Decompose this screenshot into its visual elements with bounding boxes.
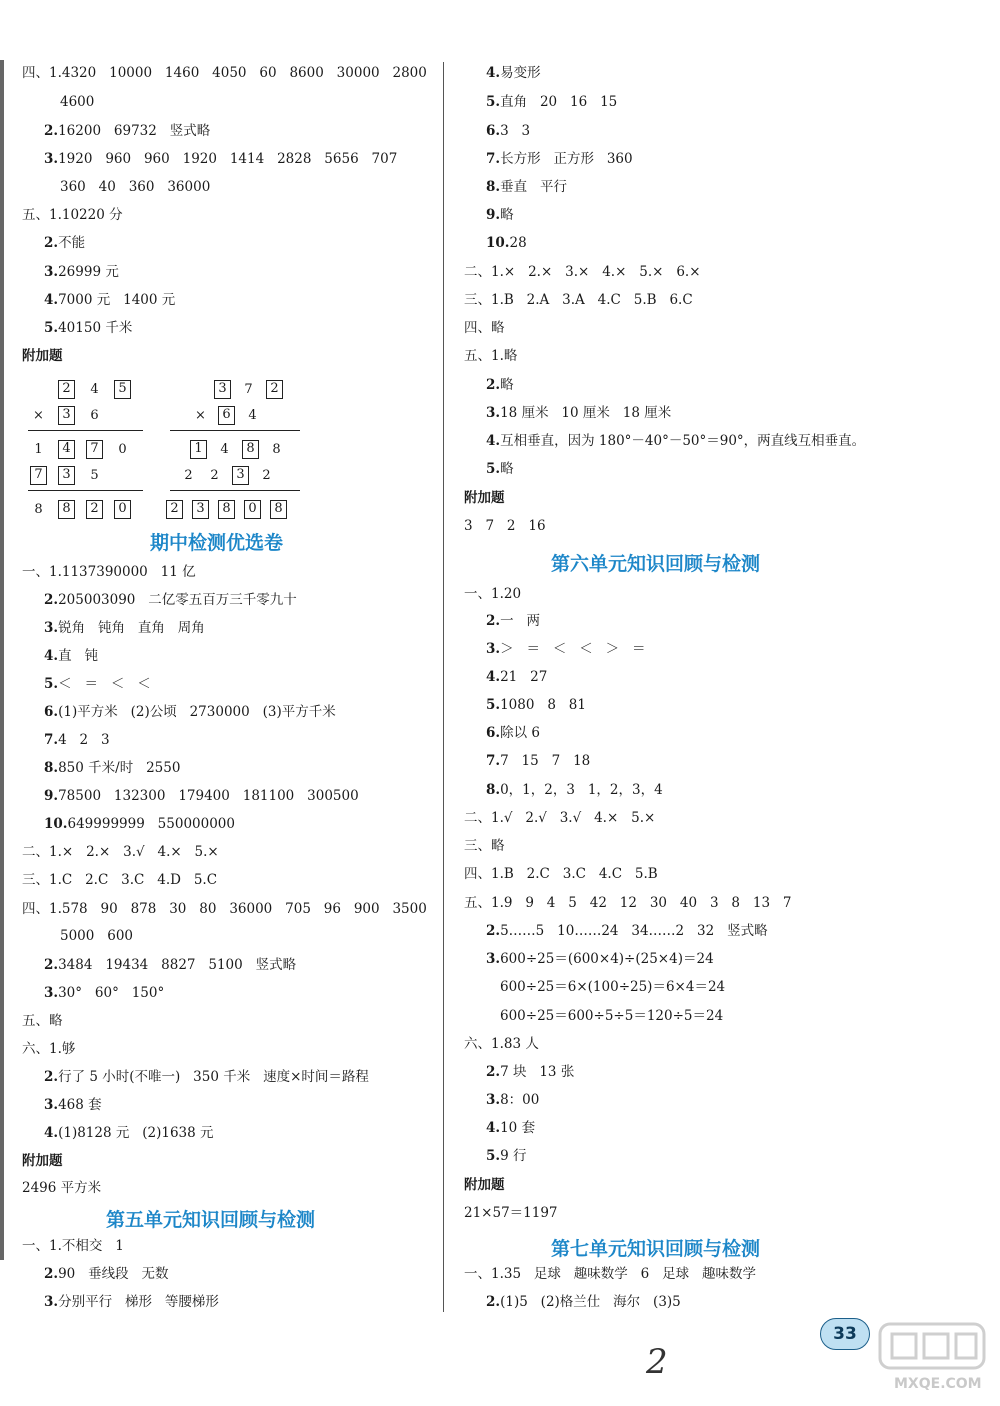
- answer-text: 六、1.83 人: [464, 1036, 539, 1052]
- answer-line: [486, 403, 671, 423]
- item-number: 5.: [486, 697, 501, 713]
- answer-text: 一、1.1137390000 11 亿: [22, 564, 196, 580]
- answer-text: 21×57＝1197: [464, 1205, 558, 1221]
- answer-text: 3 7 2 16: [464, 518, 546, 534]
- answer-text: 易变形: [500, 65, 541, 81]
- item-number: 2.: [44, 123, 59, 139]
- answer-text: 分别平行 梯形 等腰梯形: [58, 1294, 219, 1310]
- puzzle-digit: 4: [90, 382, 99, 397]
- item-number: 6.: [486, 123, 501, 139]
- puzzle-digit-box: 3: [192, 500, 209, 519]
- answer-text: 40150 千米: [58, 320, 133, 336]
- puzzle-digit: 2: [210, 468, 219, 483]
- puzzle-rule: [28, 430, 143, 431]
- answer-text: 五、1.9 9 4 5 42 12 30 40 3 8 13 7: [464, 895, 792, 911]
- puzzle-digit-box: 1: [190, 440, 207, 459]
- item-number: 2.: [486, 923, 501, 939]
- answer-text: 直角 20 16 15: [500, 94, 618, 110]
- puzzle-digit-box: 4: [58, 440, 75, 459]
- answer-line: [486, 1062, 574, 1082]
- answer-text: 一 两: [500, 613, 540, 629]
- item-number: 附加题: [22, 1153, 63, 1169]
- answer-line: [464, 488, 505, 508]
- heading-midterm: 期中检测优选卷: [150, 532, 284, 554]
- answer-line: [22, 1011, 63, 1031]
- answer-line: [44, 262, 119, 282]
- answer-line: [464, 1264, 756, 1284]
- answer-text: 16200 69732 竖式略: [58, 123, 211, 139]
- puzzle-digit-box: 3: [58, 466, 75, 485]
- answer-line: [464, 1203, 558, 1223]
- puzzle-digit: ×: [195, 408, 206, 423]
- puzzle-digit: 2: [262, 468, 271, 483]
- puzzle-digit-box: 7: [86, 440, 103, 459]
- answer-line: [486, 723, 540, 743]
- item-number: 2.: [44, 957, 59, 973]
- item-number: 3.: [44, 264, 59, 280]
- item-number: 8.: [44, 760, 59, 776]
- answer-line: [22, 346, 63, 366]
- answer-line: [486, 921, 768, 941]
- answer-line: [44, 955, 296, 975]
- item-number: 5.: [44, 320, 59, 336]
- answer-line: [464, 318, 505, 338]
- item-number: 4.: [44, 648, 59, 664]
- answer-text: 略: [500, 377, 514, 393]
- answer-line: [44, 233, 85, 253]
- answer-text: 468 套: [58, 1097, 102, 1113]
- heading-unit5: 第五单元知识回顾与检测: [106, 1209, 316, 1231]
- answer-text: 28: [509, 235, 527, 251]
- answer-text: ＞ ＝ ＜ ＜ ＞ ＝: [500, 641, 646, 657]
- answer-text: 五、1.10220 分: [22, 207, 123, 223]
- answer-line: [486, 1090, 539, 1110]
- answer-text: 7000 元 1400 元: [58, 292, 176, 308]
- item-number: 9.: [486, 207, 501, 223]
- answer-text: 二、1.× 2.× 3.× 4.× 5.× 6.×: [464, 264, 701, 280]
- answer-text: 600÷25＝(600×4)÷(25×4)＝24: [500, 951, 714, 967]
- puzzle-digit: 8: [272, 442, 281, 457]
- item-number: 7.: [486, 151, 501, 167]
- puzzle-rule: [28, 490, 143, 491]
- answer-line: [22, 562, 196, 582]
- item-number: 10.: [486, 235, 510, 251]
- answer-line: [486, 177, 567, 197]
- item-number: 7.: [486, 753, 501, 769]
- answer-text: 4 2 3: [58, 732, 110, 748]
- puzzle-rule: [170, 430, 300, 431]
- puzzle-digit-box: 7: [30, 466, 47, 485]
- puzzle-digit: ×: [33, 408, 44, 423]
- answer-line: [486, 92, 617, 112]
- puzzle-rule: [170, 490, 300, 491]
- answer-text: 0，1，2，3 1，2，3，4: [500, 782, 663, 798]
- answer-line: [464, 893, 792, 913]
- item-number: 5.: [486, 1148, 501, 1164]
- answer-text: 略: [500, 461, 514, 477]
- answer-line: [60, 177, 210, 197]
- item-number: 3.: [486, 641, 501, 657]
- answer-text: 21 27: [500, 669, 548, 685]
- item-number: 2.: [486, 1064, 501, 1080]
- item-number: 2.: [486, 1294, 501, 1310]
- item-number: 3.: [486, 1092, 501, 1108]
- answer-line: [60, 926, 133, 946]
- answer-text: 三、1.C 2.C 3.C 4.D 5.C: [22, 872, 218, 888]
- answer-text: 205003090 二亿零五百万三千零九十: [58, 592, 297, 608]
- puzzle-digit-box: 8: [242, 440, 259, 459]
- item-number: 3.: [44, 620, 59, 636]
- answer-line: [44, 121, 210, 141]
- item-number: 3.: [44, 151, 59, 167]
- item-number: 5.: [486, 94, 501, 110]
- answer-line: [500, 977, 725, 997]
- answer-text: 3484 19434 8827 5100 竖式略: [58, 957, 297, 973]
- answer-text: 10 套: [500, 1120, 536, 1136]
- item-number: 3.: [486, 405, 501, 421]
- answer-line: [464, 584, 521, 604]
- puzzle-digit-box: 3: [232, 466, 249, 485]
- puzzle-digit-box: 3: [58, 406, 75, 425]
- answer-line: [22, 1236, 124, 1256]
- answer-text: 二、1.√ 2.√ 3.√ 4.× 5.×: [464, 810, 656, 826]
- puzzle-digit-box: 3: [214, 380, 231, 399]
- answer-line: [486, 375, 514, 395]
- answer-text: 8：00: [500, 1092, 540, 1108]
- answer-line: [22, 63, 427, 83]
- answer-line: [486, 63, 541, 83]
- answer-text: 一、1.20: [464, 586, 522, 602]
- answer-line: [44, 983, 164, 1003]
- answer-text: 四、1.578 90 878 30 80 36000 705 96 900 3500: [22, 901, 427, 917]
- answer-text: 直 钝: [58, 648, 98, 664]
- answer-text: 7 块 13 张: [500, 1064, 575, 1080]
- answer-line: [22, 1178, 101, 1198]
- answer-line: [44, 1095, 102, 1115]
- puzzle-digit: 0: [118, 442, 127, 457]
- answer-line: [464, 836, 505, 856]
- item-number: 附加题: [464, 490, 505, 506]
- answer-text: 五、1.略: [464, 348, 518, 364]
- answer-line: [486, 431, 865, 451]
- answer-text: 行了 5 小时(不唯一) 350 千米 速度×时间＝路程: [58, 1069, 369, 1085]
- item-number: 8.: [486, 782, 501, 798]
- item-number: 2.: [44, 1069, 59, 1085]
- answer-text: 18 厘米 10 厘米 18 厘米: [500, 405, 672, 421]
- puzzle-digit-box: 2: [166, 500, 183, 519]
- puzzle-digit-box: 8: [58, 500, 75, 519]
- item-number: 7.: [44, 732, 59, 748]
- item-number: 2.: [44, 235, 59, 251]
- item-number: 8.: [486, 179, 501, 195]
- answer-text: 锐角 钝角 直角 周角: [58, 620, 205, 636]
- answer-line: [22, 1039, 75, 1059]
- puzzle-digit-box: 2: [58, 380, 75, 399]
- answer-line: [44, 618, 205, 638]
- watermark-logo: [872, 1318, 992, 1398]
- column-divider: [443, 62, 444, 1312]
- item-number: 2.: [44, 592, 59, 608]
- answer-line: [44, 290, 175, 310]
- answer-text: (1)平方米 (2)公顷 2730000 (3)平方千米: [58, 704, 336, 720]
- answer-line: [464, 1175, 505, 1195]
- answer-text: 90 垂线段 无数: [58, 1266, 169, 1282]
- item-number: 3.: [44, 1097, 59, 1113]
- puzzle-digit: 2: [184, 468, 193, 483]
- answer-text: 1080 8 81: [500, 697, 586, 713]
- answer-text: 7 15 7 18: [500, 753, 591, 769]
- answer-text: 30° 60° 150°: [58, 985, 165, 1001]
- answer-text: 四、1.B 2.C 3.C 4.C 5.B: [464, 866, 658, 882]
- puzzle-digit: 7: [244, 382, 253, 397]
- answer-text: (1)5 (2)格兰仕 海尔 (3)5: [500, 1294, 681, 1310]
- answer-text: 649999999 550000000: [67, 816, 235, 832]
- puzzle-digit: 6: [90, 408, 99, 423]
- answer-line: [464, 808, 655, 828]
- answer-line: [22, 205, 123, 225]
- answer-line: [486, 695, 586, 715]
- answer-text: 不能: [58, 235, 86, 251]
- answer-text: 三、1.B 2.A 3.A 4.C 5.B 6.C: [464, 292, 693, 308]
- answer-text: 26999 元: [58, 264, 119, 280]
- answer-line: [44, 814, 235, 834]
- answer-line: [44, 730, 110, 750]
- answer-text: (1)8128 元 (2)1638 元: [58, 1125, 214, 1141]
- answer-line: [486, 780, 663, 800]
- item-number: 9.: [44, 788, 59, 804]
- answer-text: ＜ ＝ ＜ ＜: [58, 676, 151, 692]
- handwritten-mark: 2: [646, 1342, 668, 1382]
- answer-line: [486, 751, 590, 771]
- item-number: 6.: [486, 725, 501, 741]
- watermark-text: MXQE.COM: [894, 1376, 982, 1392]
- puzzle-digit: 8: [34, 502, 43, 517]
- answer-line: [486, 1146, 526, 1166]
- answer-line: [500, 1006, 723, 1026]
- puzzle-digit-box: 6: [218, 406, 235, 425]
- answer-line: [464, 346, 517, 366]
- left-column: [0, 0, 440, 1406]
- answer-line: [486, 639, 645, 659]
- answer-text: 78500 132300 179400 181100 300500: [58, 788, 359, 804]
- item-number: 4.: [486, 433, 501, 449]
- answer-text: 1920 960 960 1920 1414 2828 5656 707: [58, 151, 398, 167]
- answer-line: [22, 842, 219, 862]
- item-number: 4.: [486, 1120, 501, 1136]
- answer-line: [464, 516, 546, 536]
- puzzle-digit-box: 0: [114, 500, 131, 519]
- answer-line: [486, 459, 514, 479]
- answer-line: [44, 1264, 169, 1284]
- answer-line: [464, 1034, 539, 1054]
- puzzle-digit: 5: [90, 468, 99, 483]
- item-number: 5.: [486, 461, 501, 477]
- item-number: 2.: [486, 377, 501, 393]
- answer-line: [486, 149, 633, 169]
- answer-line: [22, 870, 217, 890]
- answer-text: 六、1.够: [22, 1041, 76, 1057]
- answer-text: 四、略: [464, 320, 505, 336]
- answer-text: 五、略: [22, 1013, 63, 1029]
- answer-line: [44, 1292, 219, 1312]
- answer-text: 600÷25＝600÷5÷5＝120÷5＝24: [500, 1008, 724, 1024]
- puzzle-digit-box: 8: [270, 500, 287, 519]
- puzzle-digit-box: 5: [114, 380, 131, 399]
- answer-line: [486, 667, 547, 687]
- answer-text: 长方形 正方形 360: [500, 151, 633, 167]
- answer-text: 5……5 10……24 34……2 32 竖式略: [500, 923, 768, 939]
- answer-text: 850 千米/时 2550: [58, 760, 181, 776]
- answer-text: 一、1.35 足球 趣味数学 6 足球 趣味数学: [464, 1266, 757, 1282]
- item-number: 5.: [44, 676, 59, 692]
- answer-line: [486, 233, 527, 253]
- answer-line: [44, 1123, 214, 1143]
- answer-line: [22, 1151, 63, 1171]
- item-number: 4.: [44, 1125, 59, 1141]
- item-number: 3.: [44, 985, 59, 1001]
- answer-line: [486, 949, 714, 969]
- answer-text: 9 行: [500, 1148, 527, 1164]
- heading-unit6: 第六单元知识回顾与检测: [551, 553, 761, 575]
- answer-line: [464, 262, 701, 282]
- answer-line: [486, 205, 514, 225]
- answer-text: 三、略: [464, 838, 505, 854]
- answer-line: [486, 611, 540, 631]
- answer-line: [44, 758, 180, 778]
- item-number: 附加题: [464, 1177, 505, 1193]
- answer-text: 一、1.不相交 1: [22, 1238, 124, 1254]
- puzzle-digit: 4: [220, 442, 229, 457]
- answer-text: 二、1.× 2.× 3.√ 4.× 5.×: [22, 844, 219, 860]
- item-number: 2.: [44, 1266, 59, 1282]
- item-number: 4.: [486, 669, 501, 685]
- answer-line: [486, 1292, 681, 1312]
- item-number: 4.: [44, 292, 59, 308]
- answer-line: [486, 1118, 535, 1138]
- answer-line: [44, 674, 151, 694]
- answer-line: [44, 149, 397, 169]
- answer-line: [44, 702, 336, 722]
- answer-line: [44, 646, 98, 666]
- answer-text: 垂直 平行: [500, 179, 567, 195]
- answer-text: 4600: [60, 94, 95, 110]
- item-number: 10.: [44, 816, 68, 832]
- item-number: 2.: [486, 613, 501, 629]
- item-number: 附加题: [22, 348, 63, 364]
- item-number: 3.: [486, 951, 501, 967]
- right-column: [450, 0, 980, 1406]
- puzzle-digit-box: 2: [266, 380, 283, 399]
- answer-line: [44, 1067, 369, 1087]
- answer-text: 5000 600: [60, 928, 133, 944]
- answer-line: [464, 864, 658, 884]
- heading-unit7: 第七单元知识回顾与检测: [551, 1238, 761, 1260]
- answer-line: [464, 290, 693, 310]
- answer-text: 600÷25＝6×(100÷25)＝6×4＝24: [500, 979, 726, 995]
- page-number-badge: 33: [820, 1318, 870, 1350]
- puzzle-digit: 1: [34, 442, 43, 457]
- answer-text: 四、1.4320 10000 1460 4050 60 8600 30000 2800: [22, 65, 427, 81]
- item-number: 4.: [486, 65, 501, 81]
- item-number: 6.: [44, 704, 59, 720]
- puzzle-digit-box: 8: [218, 500, 235, 519]
- answer-line: [44, 590, 297, 610]
- answer-line: [22, 899, 427, 919]
- answer-text: 360 40 360 36000: [60, 179, 211, 195]
- puzzle-digit: 4: [248, 408, 257, 423]
- answer-text: 3 3: [500, 123, 531, 139]
- answer-text: 2496 平方米: [22, 1180, 102, 1196]
- answer-line: [60, 92, 94, 112]
- puzzle-digit-box: 2: [86, 500, 103, 519]
- answer-line: [486, 121, 530, 141]
- answer-text: 除以 6: [500, 725, 540, 741]
- answer-line: [44, 786, 359, 806]
- answer-line: [44, 318, 132, 338]
- item-number: 3.: [44, 1294, 59, 1310]
- answer-text: 互相垂直，因为 180°－40°－50°＝90°，两直线互相垂直。: [500, 433, 866, 449]
- answer-text: 略: [500, 207, 514, 223]
- puzzle-digit-box: 0: [244, 500, 261, 519]
